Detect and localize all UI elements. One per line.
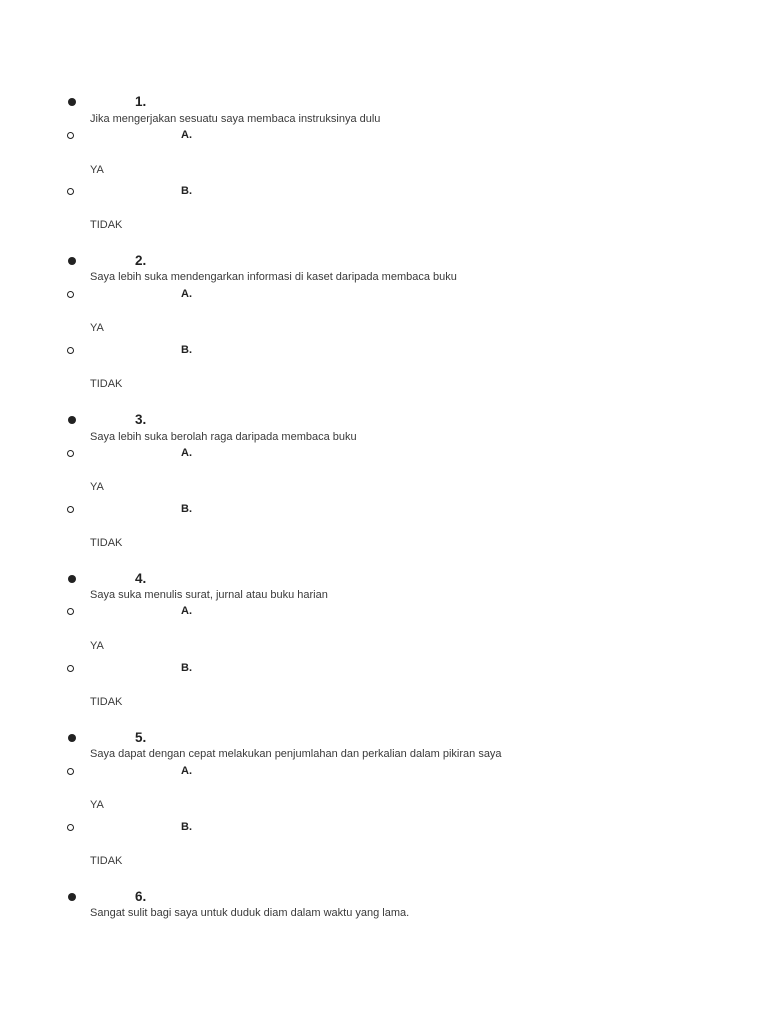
option-letter: B. (181, 185, 192, 197)
question-number: 4. (135, 571, 147, 586)
circle-bullet-icon (67, 291, 74, 298)
question-text: Saya lebih suka mendengarkan informasi di kaset daripada membaca buku (90, 271, 457, 283)
option-answer: YA (90, 799, 104, 811)
question-number: 5. (135, 730, 147, 745)
bullet-icon (68, 575, 76, 583)
question-text: Saya suka menulis surat, jurnal atau buku harian (90, 589, 328, 601)
bullet-icon (68, 734, 76, 742)
option-letter: A. (181, 765, 192, 777)
question-number: 3. (135, 412, 147, 427)
option-letter: B. (181, 662, 192, 674)
option-answer: TIDAK (90, 378, 123, 390)
option-letter: A. (181, 447, 192, 459)
bullet-icon (68, 98, 76, 106)
circle-bullet-icon (67, 608, 74, 615)
question-text: Jika mengerjakan sesuatu saya membaca instruksinya dulu (90, 113, 381, 125)
option-answer: YA (90, 164, 104, 176)
bullet-icon (68, 416, 76, 424)
bullet-icon (68, 893, 76, 901)
option-letter: A. (181, 129, 192, 141)
circle-bullet-icon (67, 450, 74, 457)
question-number: 1. (135, 94, 147, 109)
circle-bullet-icon (67, 188, 74, 195)
option-letter: A. (181, 605, 192, 617)
circle-bullet-icon (67, 824, 74, 831)
circle-bullet-icon (67, 347, 74, 354)
option-answer: YA (90, 322, 104, 334)
question-text: Saya lebih suka berolah raga daripada membaca buku (90, 431, 357, 443)
option-letter: B. (181, 503, 192, 515)
circle-bullet-icon (67, 768, 74, 775)
question-number: 6. (135, 889, 147, 904)
option-letter: B. (181, 344, 192, 356)
question-number: 2. (135, 253, 147, 268)
option-answer: YA (90, 481, 104, 493)
option-answer: TIDAK (90, 537, 123, 549)
question-text: Sangat sulit bagi saya untuk duduk diam dalam waktu yang lama. (90, 907, 410, 919)
option-answer: YA (90, 640, 104, 652)
bullet-icon (68, 257, 76, 265)
option-letter: B. (181, 821, 192, 833)
circle-bullet-icon (67, 506, 74, 513)
question-text: Saya dapat dengan cepat melakukan penjumlahan dan perkalian dalam pikiran saya (90, 748, 502, 760)
circle-bullet-icon (67, 132, 74, 139)
option-letter: A. (181, 288, 192, 300)
option-answer: TIDAK (90, 855, 123, 867)
option-answer: TIDAK (90, 696, 123, 708)
circle-bullet-icon (67, 665, 74, 672)
option-answer: TIDAK (90, 219, 123, 231)
